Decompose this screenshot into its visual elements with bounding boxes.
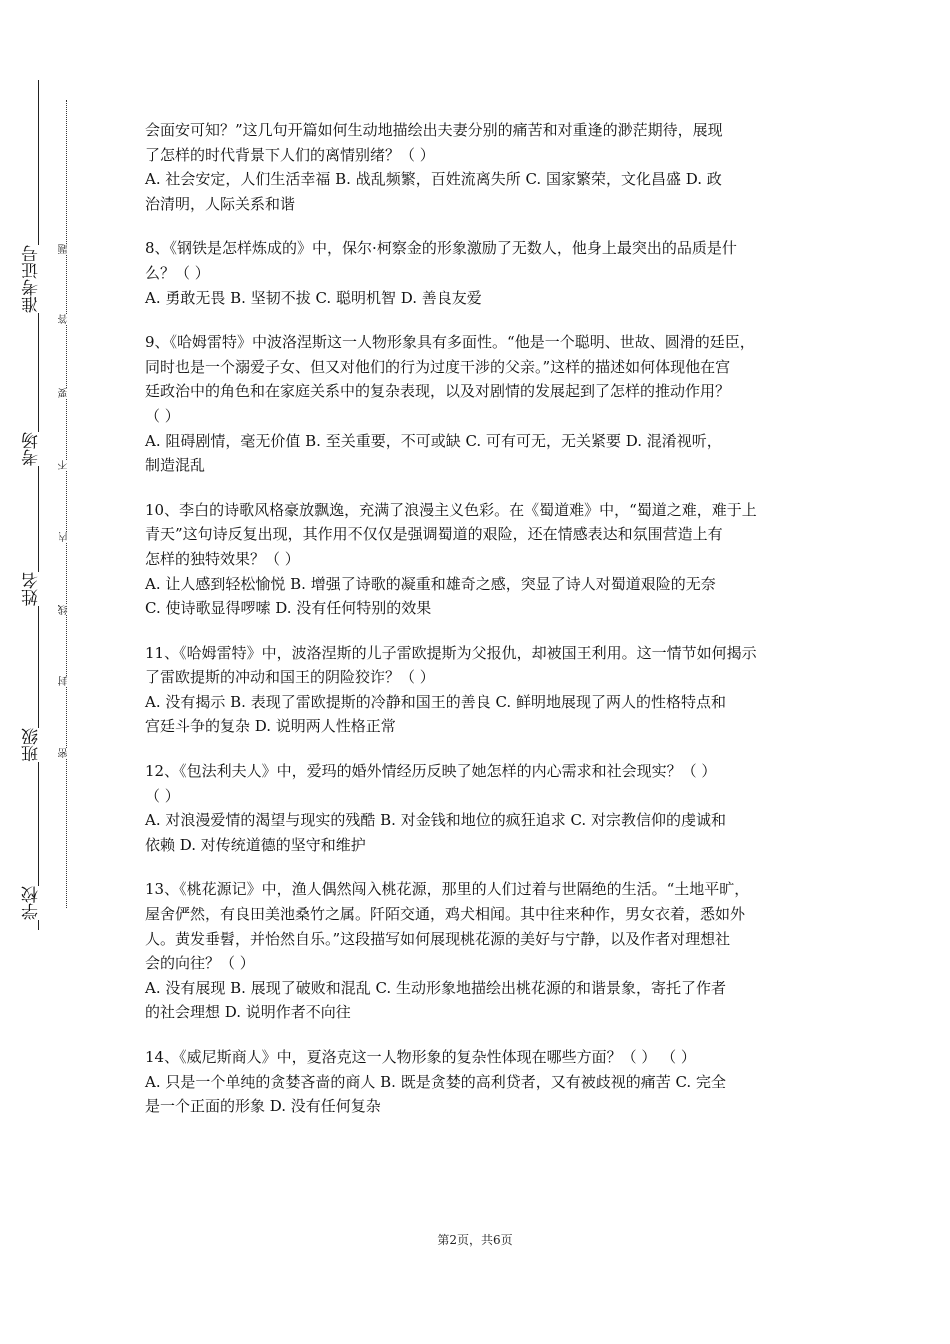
question-options: A. 阻碍剧情，毫无价值 B. 至关重要，不可或缺 C. 可有可无，无关紧要 D. 混淆视听， [145, 431, 722, 450]
label-class: 班级 [22, 728, 54, 762]
question-12 [145, 759, 813, 857]
question-line: 青天”这句诗反复出现，其作用不仅仅是强调蜀道的艰险，还在情感表达和氛围营造上有 [145, 525, 723, 544]
question-line: 会的向往？（ ） [145, 954, 255, 973]
question-list [145, 118, 813, 1139]
dotted-char: 题 [59, 244, 73, 254]
question-line: 会面安可知？”这几句开篇如何生动地描绘出夫妻分别的痛苦和对重逢的渺茫期待，展现 [145, 121, 723, 139]
question-9 [145, 330, 813, 478]
binding-dotted-line [66, 100, 67, 908]
question-line: 廷政治中的角色和在家庭关系中的复杂表现，以及对剧情的发展起到了怎样的推动作用？ [145, 382, 731, 401]
dotted-char: 线 [59, 605, 73, 615]
binding-margin [0, 0, 100, 1344]
question-options: A. 只是一个单纯的贪婪吝啬的商人 B. 既是贪婪的高利贷者，又有被歧视的痛苦 C. 完全 [145, 1072, 726, 1091]
question-line: 了怎样的时代背景下人们的离情别绪？（ ） [145, 145, 435, 164]
binding-solid-line [38, 80, 39, 930]
question-options: C. 使诗歌显得啰嗦 D. 没有任何特别的效果 [145, 599, 432, 618]
question-line: 同时也是一个溺爱子女、但又对他们的行为过度干涉的父亲。”这样的描述如何体现他在宫 [145, 357, 731, 376]
question-line: 人。黄发垂髫，并怡然自乐。”这段描写如何展现桃花源的美好与宁静，以及作者对理想社 [145, 929, 731, 948]
dotted-char: 不 [59, 460, 73, 470]
label-school: 学校 [22, 886, 54, 920]
question-14 [145, 1045, 813, 1119]
question-line: 11、《哈姆雷特》中，波洛涅斯的儿子雷欧提斯为父报仇，却被国王利用。这一情节如何揭示 [145, 643, 757, 662]
question-11 [145, 641, 813, 739]
question-options: 的社会理想 D. 说明作者不向往 [145, 1003, 351, 1022]
question-options: A. 对浪漫爱情的渴望与现实的残酷 B. 对金钱和地位的疯狂追求 C. 对宗教信仰的虔诚和 [145, 811, 726, 830]
question-line: 了雷欧提斯的冲动和国王的阴险狡诈？（ ） [145, 668, 435, 687]
question-line: 14、《威尼斯商人》中，夏洛克这一人物形象的复杂性体现在哪些方面？（ ） （ ） [145, 1048, 696, 1066]
question-line: 12、《包法利夫人》中，爱玛的婚外情经历反映了她怎样的内心需求和社会现实？（ ） [145, 762, 717, 781]
question-line: 8、《钢铁是怎样炼成的》中，保尔·柯察金的形象激励了无数人，他身上最突出的品质是什 [145, 239, 737, 258]
question-8 [145, 236, 813, 310]
question-13 [145, 877, 813, 1025]
label-exam-room: 考场 [22, 432, 54, 466]
question-options: A. 没有揭示 B. 表现了雷欧提斯的冷静和国王的善良 C. 鲜明地展现了两人的性格特点和 [145, 692, 726, 711]
dotted-char: 要 [59, 388, 73, 398]
dotted-char: 封 [59, 676, 73, 686]
dotted-char: 内 [59, 532, 73, 542]
question-line: （ ） [145, 406, 180, 425]
question-options: A. 没有展现 B. 展现了破败和混乱 C. 生动形象地描绘出桃花源的和谐景象，寄托了作者 [145, 978, 726, 997]
question-options: 是一个正面的形象 D. 没有任何复杂 [145, 1097, 381, 1116]
question-10 [145, 498, 813, 621]
question-line: 13、《桃花源记》中，渔人偶然闯入桃花源，那里的人们过着与世隔绝的生活。“土地平旷， [145, 880, 750, 899]
question-options: A. 勇敢无畏 B. 坚韧不拔 C. 聪明机智 D. 善良友爱 [145, 288, 482, 307]
question-7-continued [145, 118, 813, 216]
question-line: 屋舍俨然，有良田美池桑竹之属。阡陌交通，鸡犬相闻。其中往来种作，男女衣着，悉如外 [145, 905, 746, 924]
question-options: 宫廷斗争的复杂 D. 说明两人性格正常 [145, 717, 396, 736]
question-options: A. 让人感到轻松愉悦 B. 增强了诗歌的凝重和雄奇之感，突显了诗人对蜀道艰险的无奈 [145, 574, 716, 593]
question-line: 10、李白的诗歌风格豪放飘逸，充满了浪漫主义色彩。在《蜀道难》中，“蜀道之难，难于上 [145, 500, 757, 519]
question-line: 怎样的独特效果？（ ） [145, 549, 300, 568]
dotted-char: 密 [59, 748, 73, 758]
question-line: 么？（ ） [145, 263, 210, 282]
question-options: 制造混乱 [145, 456, 206, 475]
question-line: （ ） [145, 786, 180, 805]
question-options: 治清明，人际关系和谐 [145, 194, 296, 213]
dotted-char: 答 [59, 314, 73, 324]
label-name: 姓名 [22, 572, 54, 606]
question-options: 依赖 D. 对传统道德的坚守和维护 [145, 835, 366, 854]
question-options: A. 社会安定，人们生活幸福 B. 战乱频繁，百姓流离失所 C. 国家繁荣，文化昌盛 D. 政 [145, 170, 722, 189]
label-exam-number: 准考证号 [22, 245, 54, 313]
question-line: 9、《哈姆雷特》中波洛涅斯这一人物形象具有多面性。“他是一个聪明、世故、圆滑的廷臣， [145, 333, 755, 352]
page-number: 第2页，共6页 [437, 1233, 513, 1247]
